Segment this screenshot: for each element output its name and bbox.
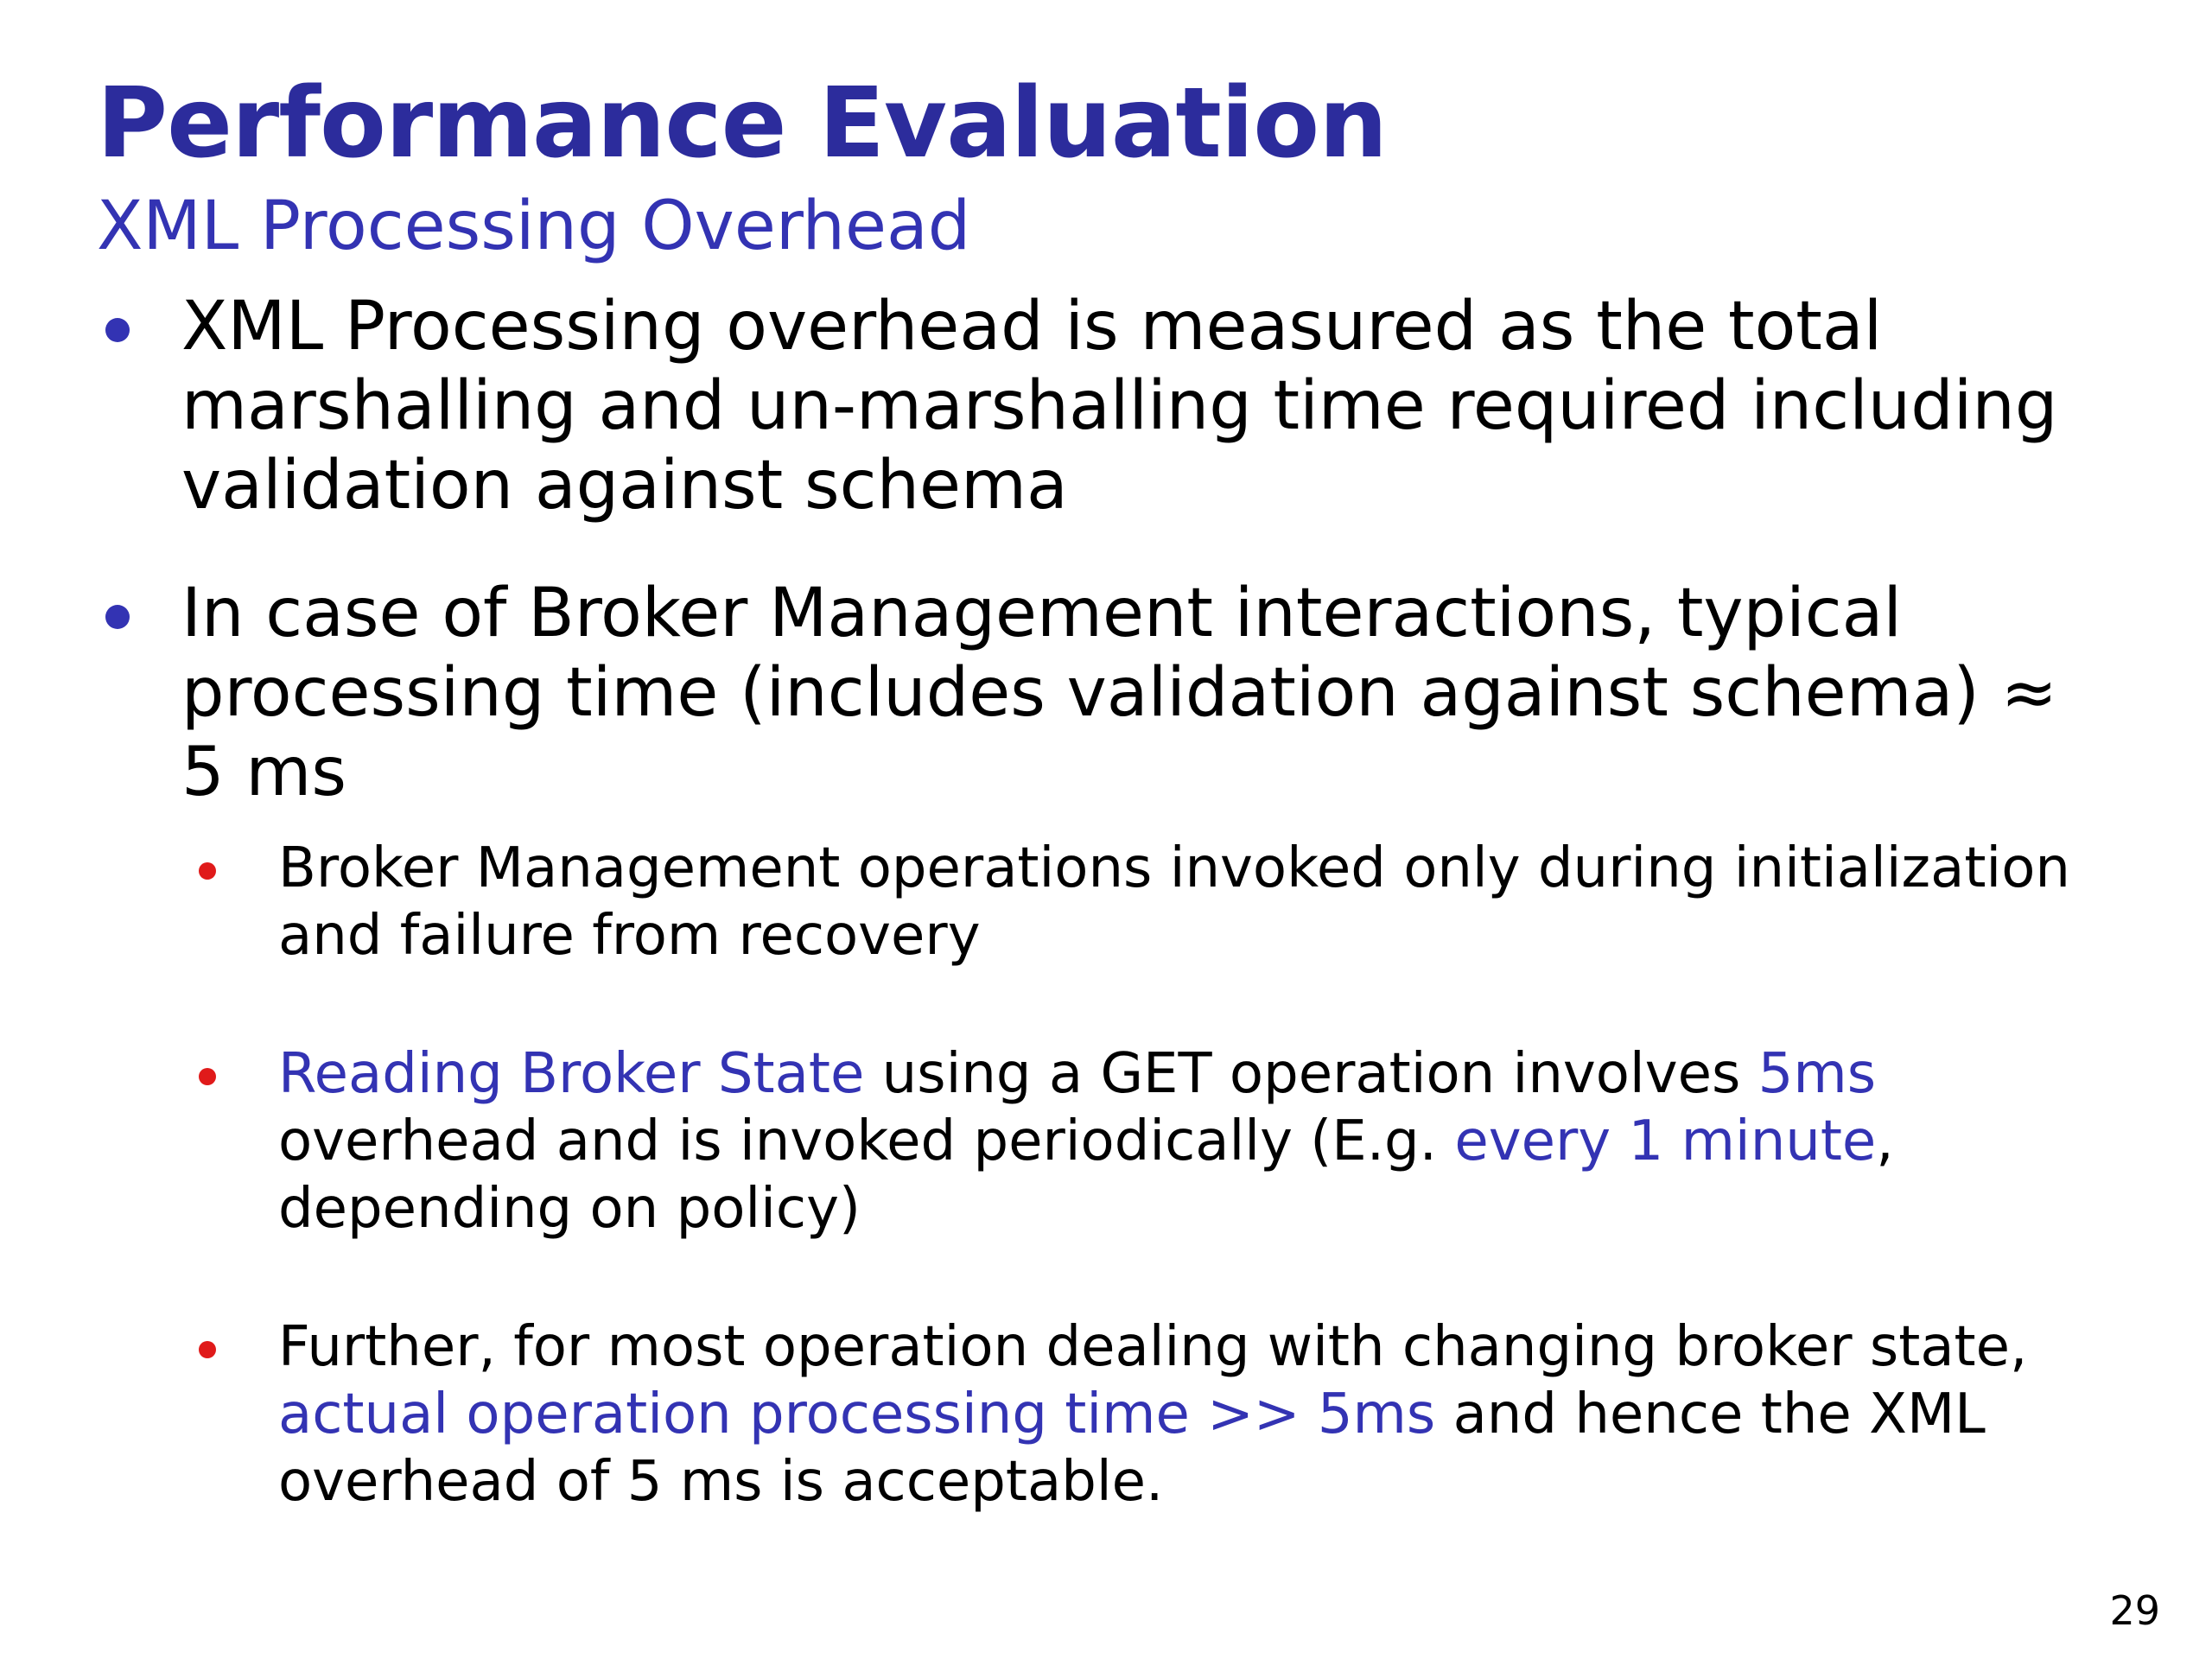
highlight-text: every 1 minute: [1454, 1109, 1877, 1173]
sub-bullet-dot-icon: [199, 862, 216, 880]
sub-bullet-list: [181, 835, 2152, 1516]
slide-title: Performance Evaluation: [97, 67, 1387, 180]
bullet-dot-icon: [105, 605, 130, 629]
bullet-item-1: [97, 287, 2084, 525]
highlight-text: Reading Broker State: [278, 1042, 865, 1106]
sub-bullet-item-1: [181, 835, 2153, 969]
bullet-list: [97, 287, 2084, 1586]
highlight-text: 5ms: [1758, 1042, 1877, 1106]
sub-bullet-dot-icon: [199, 1341, 216, 1358]
sub-bullet-text: , depending on policy): [278, 1109, 1894, 1241]
sub-bullet-item-2: [181, 1040, 2153, 1243]
sub-bullet-text: and hence the XML overhead of 5 ms is acceptable.: [278, 1382, 1986, 1514]
page-number: 29: [2109, 1587, 2160, 1634]
highlight-text: actual operation processing time >> 5ms: [278, 1382, 1436, 1446]
sub-bullet-item-3: [181, 1313, 2153, 1516]
bullet-text: In case of Broker Management interactions, typical processing time (includes validation against schema) ≈ 5 ms: [181, 575, 2057, 811]
bullet-dot-icon: [105, 318, 130, 342]
sub-bullet-dot-icon: [199, 1068, 216, 1085]
bullet-text: XML Processing overhead is measured as the total marshalling and un-marshalling time required including validation against schema: [181, 288, 2058, 524]
sub-bullet-text: Further, for most operation dealing with changing broker state,: [278, 1315, 2028, 1379]
sub-bullet-text: using a GET operation involves: [864, 1042, 1758, 1106]
sub-bullet-text: overhead and is invoked periodically (E.g.: [278, 1109, 1455, 1173]
slide-subtitle: XML Processing Overhead: [97, 188, 971, 265]
sub-bullet-text: Broker Management operations invoked only during initialization and failure from recovery: [278, 836, 2070, 968]
bullet-item-2: [97, 574, 2084, 1516]
